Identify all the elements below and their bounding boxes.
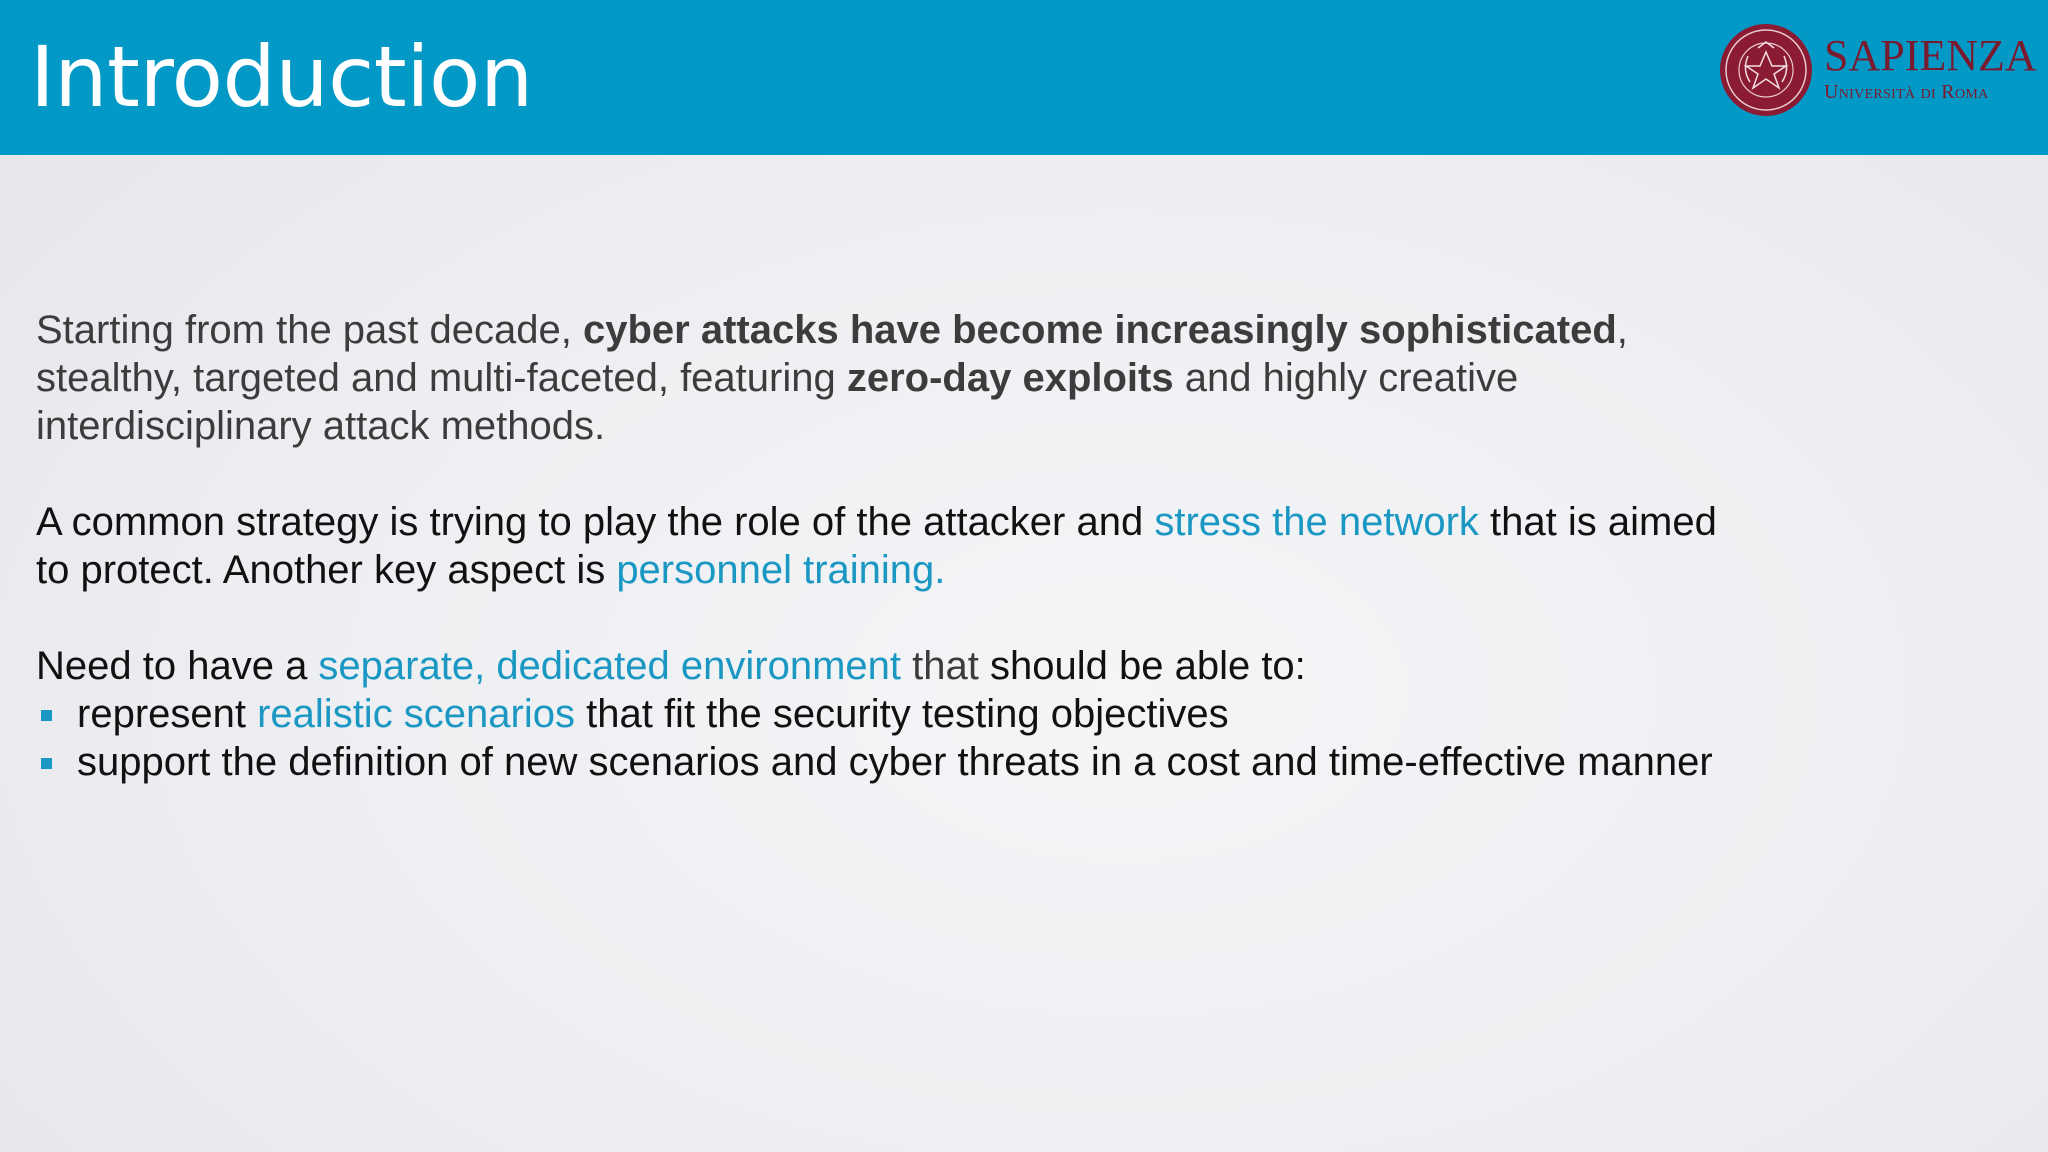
emphasis-sophisticated: cyber attacks have become increasingly sophisticated [582,308,1617,352]
text: Starting from the past decade, [36,308,583,352]
slide-title: Introduction [30,28,533,126]
brand-text [1824,32,2037,104]
list-item [36,690,1736,738]
highlight-stress-network: stress the network [1154,500,1479,544]
highlight-realistic-scenarios: realistic scenarios [257,692,575,736]
brand-name: SAPIENZA [1824,31,2037,80]
text: and highly creative interdisciplinary attack methods. [36,356,1519,448]
sapienza-seal-icon [1718,22,1814,118]
header-bar [0,0,2048,155]
square-bullet-icon [41,710,52,721]
text: , stealthy, targeted and multi-faceted, featuring [36,308,1628,400]
text: A common strategy is trying to play the role of the attacker and [36,500,1155,544]
text: that fit the security testing objectives [575,692,1229,736]
university-logo [1718,22,2037,118]
text: represent [77,692,258,736]
text: Need to have a [36,644,319,688]
slide-body [36,306,1736,786]
paragraph-cyber-attacks [36,306,1736,450]
requirements-list [36,690,1736,786]
highlight-dedicated-environment: separate, dedicated environment [318,644,902,688]
text: that [901,644,979,688]
brand-subtitle: Università di Roma [1824,81,1989,103]
paragraph-environment [36,642,1736,690]
emphasis-zero-day: zero-day exploits [846,356,1174,400]
square-bullet-icon [41,758,52,769]
highlight-personnel-training: personnel training. [616,548,946,592]
spacer [36,594,1736,642]
list-item [36,738,1736,786]
spacer [36,450,1736,498]
text: that is aimed to protect. Another key aspect is [36,500,1717,592]
paragraph-strategy [36,498,1736,594]
text: should be able to: [978,644,1306,688]
text: support the definition of new scenarios and cyber threats in a cost and time-effective manner [77,740,1713,784]
